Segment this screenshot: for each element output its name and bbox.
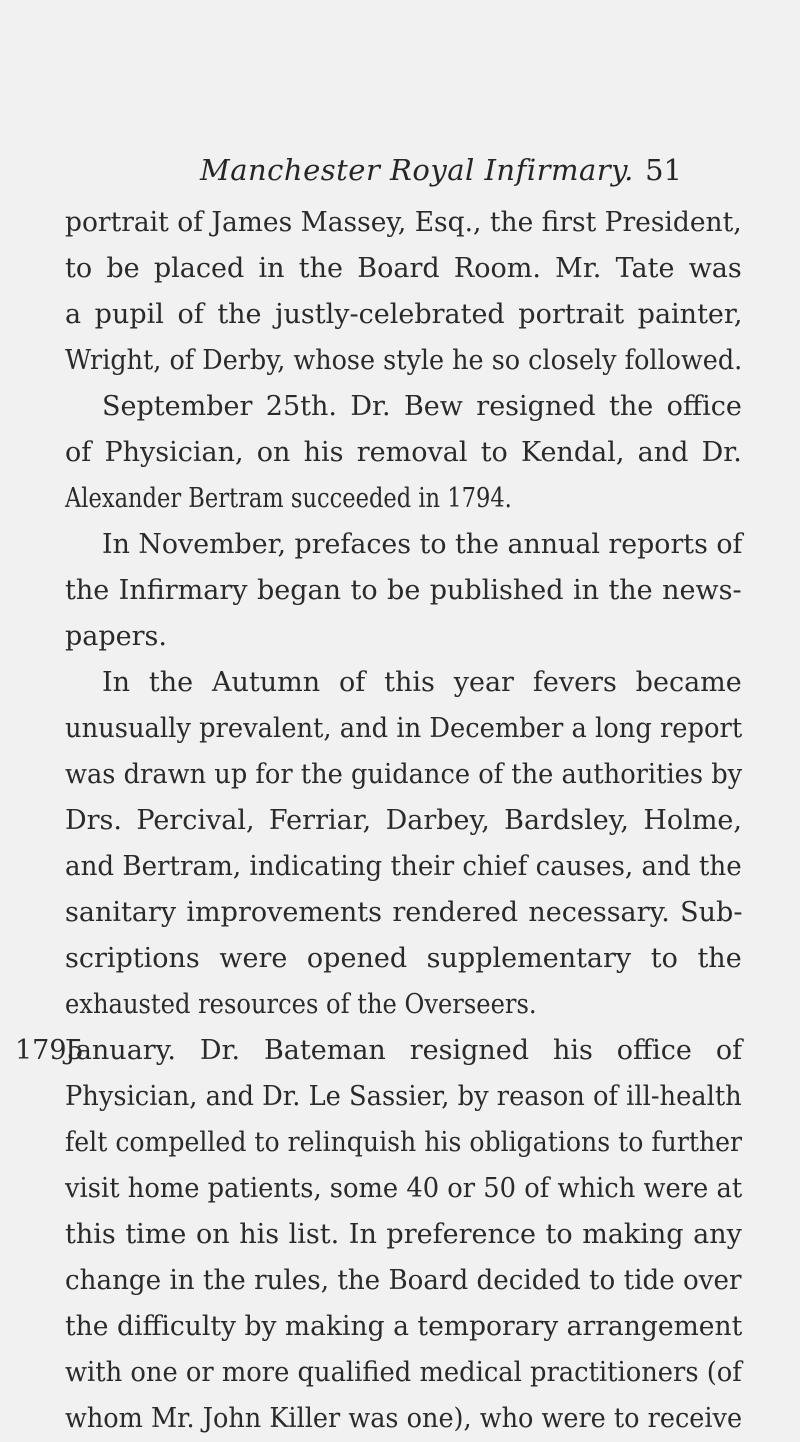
text-line: the difficulty by making a temporary arrangement xyxy=(65,1311,743,1342)
running-head xyxy=(200,150,682,190)
text-line: the Infirmary began to be published in the news- xyxy=(65,575,742,606)
text-line: of Physician, on his removal to Kendal, and Dr. xyxy=(65,437,742,468)
text-line: In November, prefaces to the annual reports of xyxy=(102,529,743,560)
text-line: In the Autumn of this year fevers became xyxy=(102,667,742,698)
text-line: Wright, of Derby, whose style he so closely followed. xyxy=(65,345,743,376)
text-line: to be placed in the Board Room. Mr. Tate was xyxy=(65,253,742,284)
text-line: change in the rules, the Board decided to tide over xyxy=(65,1265,742,1296)
text-line: sanitary improvements rendered necessary. Sub- xyxy=(65,897,743,928)
text-line: Physician, and Dr. Le Sassier, by reason of ill-health xyxy=(65,1081,742,1112)
text-line: and Bertram, indicating their chief causes, and the xyxy=(65,851,742,882)
text-line: with one or more qualified medical practitioners (of xyxy=(65,1357,742,1388)
text-line: this time on his list. In preference to making any xyxy=(65,1219,742,1250)
text-line: visit home patients, some 40 or 50 of which were at xyxy=(65,1173,743,1204)
text-line: whom Mr. John Killer was one), who were to receive xyxy=(65,1403,743,1434)
text-line: unusually prevalent, and in December a long report xyxy=(65,713,743,744)
text-line: a pupil of the justly-celebrated portrait painter, xyxy=(65,299,743,330)
text-line: papers. xyxy=(65,621,167,652)
text-line: exhausted resources of the Overseers. xyxy=(65,989,537,1020)
text-line: portrait of James Massey, Esq., the first President, xyxy=(65,207,742,238)
running-title: Manchester Royal Infirmary. xyxy=(200,153,634,187)
text-line: felt compelled to relinquish his obligations to further xyxy=(65,1127,743,1158)
text-line: Drs. Percival, Ferriar, Darbey, Bardsley, Holme, xyxy=(65,805,742,836)
text-line: January. Dr. Bateman resigned his office of xyxy=(65,1035,743,1066)
page-number: 51 xyxy=(645,153,682,187)
text-line: was drawn up for the guidance of the authorities by xyxy=(65,759,743,790)
margin-year: 1795 xyxy=(15,1035,84,1066)
text-line: scriptions were opened supplementary to the xyxy=(65,943,742,974)
text-line: Alexander Bertram succeeded in 1794. xyxy=(65,483,512,514)
text-line: September 25th. Dr. Bew resigned the office xyxy=(102,391,742,422)
